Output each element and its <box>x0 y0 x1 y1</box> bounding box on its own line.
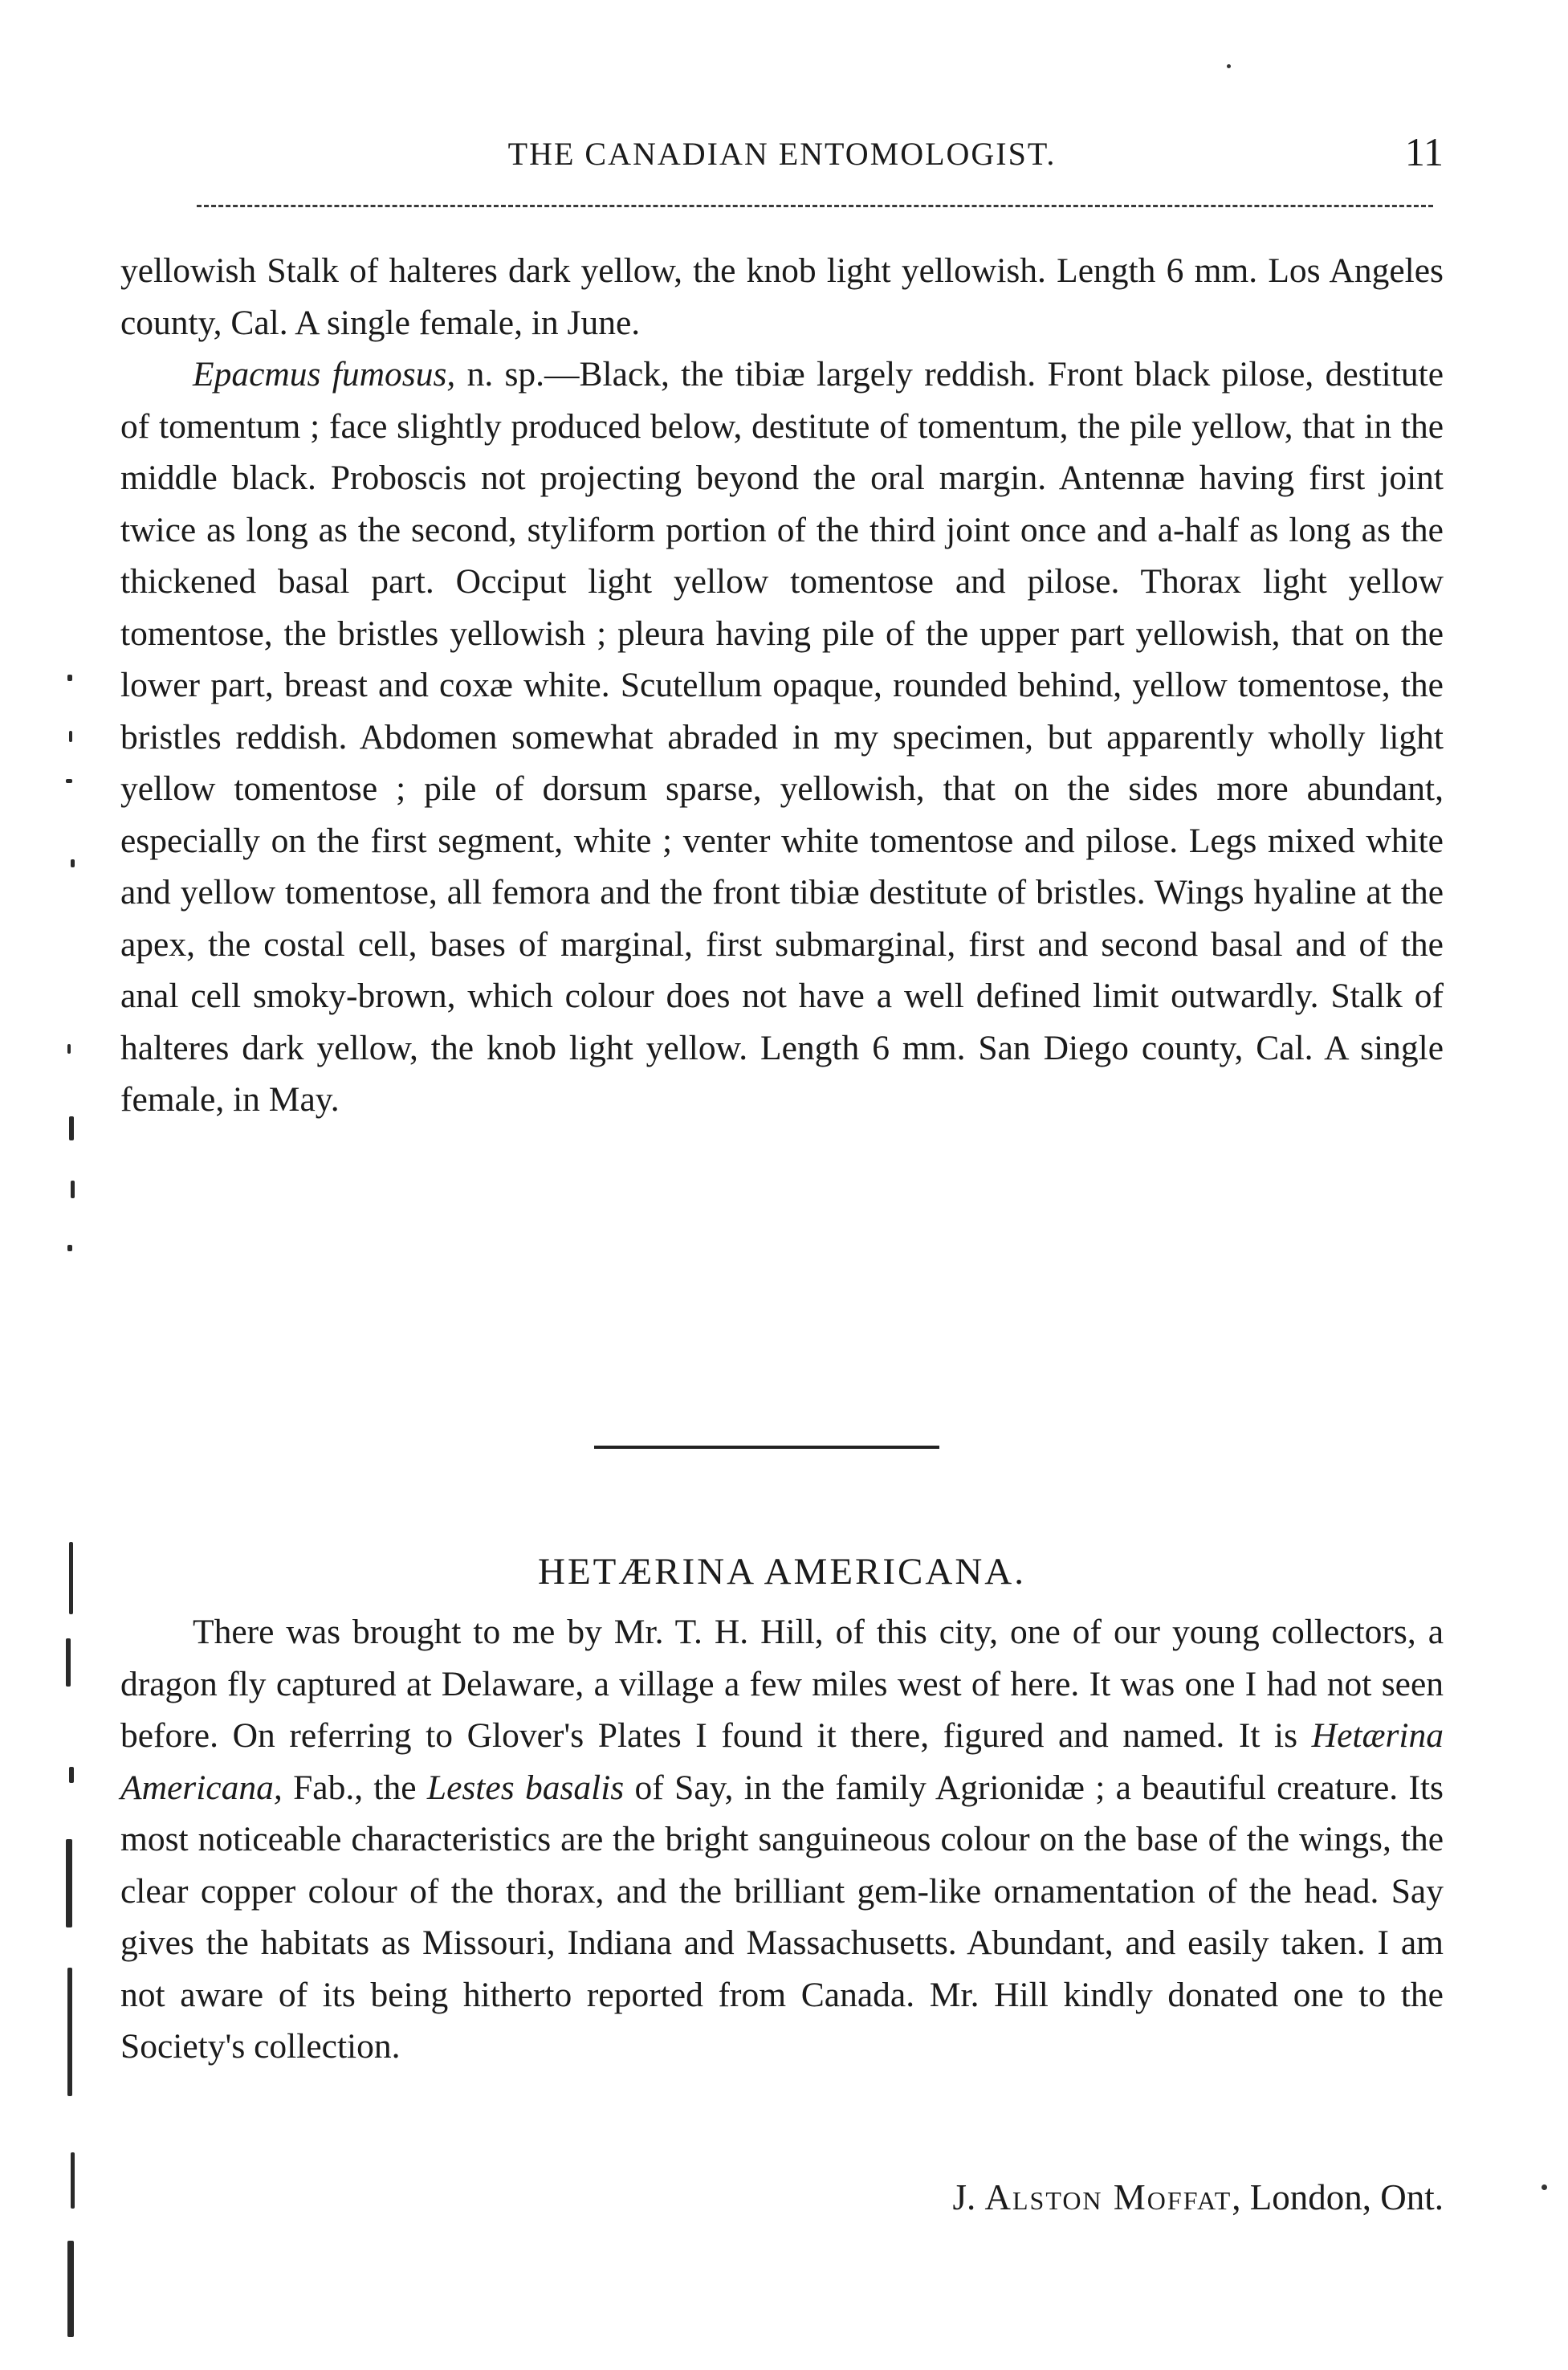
scan-margin-specks <box>56 667 104 2353</box>
species-paragraph <box>120 349 1444 1126</box>
article-paragraph <box>120 1606 1444 2073</box>
continuation-paragraph: yellowish Stalk of halteres dark yellow, the knob light yellowish. Length 6 mm. Los Angeles county, Cal. A single female, in June. <box>120 251 1444 342</box>
signature-place: , London, Ont. <box>1232 2177 1444 2217</box>
article-text-1: There was brought to me by Mr. T. H. Hill, of this city, one of our young collectors, a dragon fly captured at Delaware, a village a few miles west of here. It was one I had not seen before. On referring to Glover's Plates I found it there, figured and named. It is <box>120 1613 1444 1755</box>
article-title: HETÆRINA AMERICANA. <box>538 1551 1026 1593</box>
article-italic-2: Lestes basalis <box>426 1768 625 1807</box>
species-description: n. sp.—Black, the tibiæ largely reddish. Front black pilose, destitute of tomentum ; face slightly produced below, destitute of tomentum, the pile yellow, that in the middle black. Proboscis not projecting beyond the oral margin. Antennæ having first joint twice as long as the second, styliform portion of the third joint once and a-half as long as the thickened basal part. Occiput light yellow tomentose and pilose. Thorax light yellow tomentose, the bristles yellowish ; pleura having pile of the upper part yellowish, that on the lower part, breast and coxæ white. Scutellum opaque, rounded behind, yellow tomentose, the bristles reddish. Abdomen somewhat abraded in my specimen, but apparently wholly light yellow tomentose ; pile of dorsum sparse, yellowish, that on the sides more abundant, especially on the first segment, white ; venter white tomentose and pilose. Legs mixed white and yellow tomentose, all femora and the front tibiæ destitute of bristles. Wings hyaline at the apex, the costal cell, bases of marginal, first submarginal, first and second basal and of the anal cell smoky-brown, which colour does not have a well defined limit outwardly. Stalk of halteres dark yellow, the knob light yellow. Length 6 mm. San Diego county, Cal. A single female, in May. <box>120 355 1444 1119</box>
header-rule <box>197 205 1433 207</box>
page-number: 11 <box>1404 129 1444 174</box>
article-text-2: Fab., the <box>282 1768 427 1807</box>
scan-dot <box>1227 64 1231 68</box>
article-body <box>120 1606 1444 2073</box>
author-signature <box>953 2176 1444 2218</box>
signature-initial: J. <box>952 2177 985 2217</box>
section-separator <box>594 1446 939 1449</box>
article-italic-1: Hetærina Americana, <box>120 1716 1444 1807</box>
species-description-block <box>120 245 1444 1126</box>
journal-title: THE CANADIAN ENTOMOLOGIST. <box>507 136 1057 172</box>
running-header <box>120 120 1444 177</box>
article-text-3: of Say, in the family Agrionidæ ; a beautiful creature. Its most noticeable characteristics are the bright sanguineous colour on the base of the wings, the clear copper colour of the thorax, and the brilliant gem-like ornamentation of the head. Say gives the habitats as Missouri, Indiana and Massachusetts. Abundant, and easily taken. I am not aware of its being hitherto reported from Canada. Mr. Hill kindly donated one to the Society's collection. <box>120 1768 1444 2066</box>
scan-dot <box>1542 2184 1547 2190</box>
signature-name: Alston Moffat <box>984 2177 1232 2217</box>
species-name: Epacmus fumosus, <box>193 355 456 394</box>
